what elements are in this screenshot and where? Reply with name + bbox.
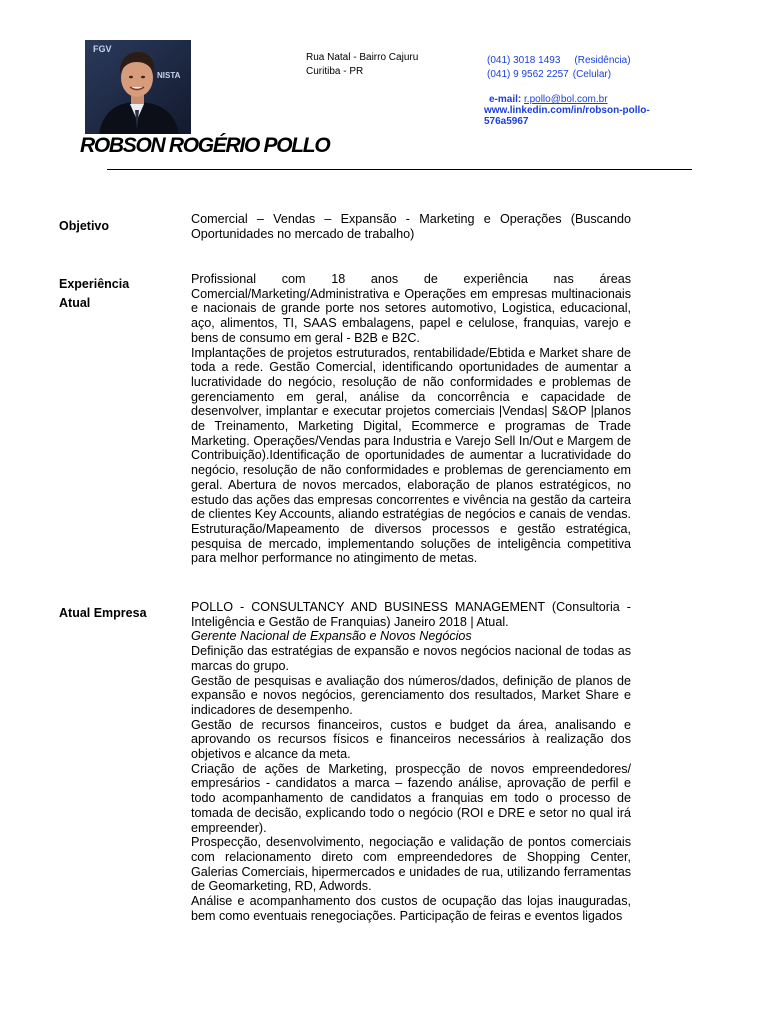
- email-link[interactable]: r.pollo@bol.com.br: [524, 94, 608, 105]
- photo-text-top: FGV: [93, 44, 112, 54]
- email-line: [484, 94, 650, 105]
- address-line-city: Curitiba - PR: [306, 66, 364, 77]
- candidate-name: ROBSON ROGÉRIO POLLO: [80, 134, 330, 157]
- company-paragraph-3: Gestão de recursos financeiros, custos e budget da área, analisando e aprovando os recursos físicos e financeiros necessários à realização dos objetivos e alcance da meta.: [191, 717, 631, 762]
- address-block: [306, 51, 418, 79]
- phone-mobile: [487, 68, 631, 82]
- company-heading: POLLO - CONSULTANCY AND BUSINESS MANAGEMENT (Consultoria - Inteligência e Gestão de Franquias) Janeiro 2018 | Atual.: [191, 600, 631, 629]
- company-paragraph-4: Criação de ações de Marketing, prospecção de novos empreendedores/ empresários - candidatos a marca – fazendo análise, aprovação de perfil e todo acompanhamento de candidatos a franquias em todo o processo de tomada de decisão, explicando todo o negócio (ROI e DRE e setor no qual irá empreender).: [191, 761, 631, 835]
- company-paragraph-2: Gestão de pesquisas e avaliação dos números/dados, definição de planos de expansão e novos negócios, gerenciamento dos resultados, Market Share e indicadores de desempenho.: [191, 673, 631, 717]
- phone-residence-type: (Residência): [574, 55, 631, 66]
- header-divider: [107, 169, 692, 170]
- company-content: [191, 600, 631, 923]
- company-paragraph-6: Análise e acompanhamento dos custos de ocupação das lojas inauguradas, bem como eventuais renegociações. Participação de feiras e eventos ligados: [191, 894, 631, 923]
- experience-label-line-2: Atual: [59, 296, 91, 310]
- phone-residence: [487, 54, 631, 68]
- experience-content: [191, 272, 631, 566]
- company-label: Atual Empresa: [59, 606, 147, 620]
- address-line-street: Rua Natal - Bairro Cajuru: [306, 52, 419, 63]
- experience-paragraph-2: Implantações de projetos estruturados, rentabilidade/Ebtida e Market share de toda a rede. Gestão Comercial, identificando oportunidades de aumentar a lucratividade do negócio, resolução de não conformidades e problemas de gerenciamento em geral, análise da concorrência e capacidade de desenvolver, implantar e executar projetos comerciais |Vendas| S&OP |planos de Treinamento, Marketing Digital, Ecommerce e programas de Trade Marketing. Operações/Vendas para Industria e Varejo Sell In/Out e Margem de Contribuição).Identificação de oportunidades de aumentar a lucratividade do negócio, resolução de não conformidades e problemas de gerenciamento em geral. Abertura de novos mercados, elaboração de planos estratégicos, no estudo das ações das empresas concorrentes e vivência na gestão da carteira de clientes Key Accounts, aliando estratégias de negócios e canais de vendas. Estruturação/Mapeamento de diversos processos e gestão estratégica, pesquisa de mercado, implementando soluções de inteligência competitiva para melhor performance no atingimento de metas.: [191, 345, 631, 566]
- objective-label: Objetivo: [59, 219, 110, 233]
- phone-mobile-type: (Celular): [572, 69, 612, 80]
- profile-photo: [85, 40, 191, 134]
- photo-text-right: NISTA: [157, 71, 181, 80]
- linkedin-line-2[interactable]: 576a5967: [484, 116, 529, 127]
- company-role: Gerente Nacional de Expansão e Novos Negócios: [191, 629, 472, 644]
- company-paragraph-5: Prospecção, desenvolvimento, negociação e validação de pontos comerciais com relacionamento direto com empreendedores de Shopping Center, Galerias Comerciais, hipermercados e unidades de rua, utilizando ferramentas de Geomarketing, RD, Adwords.: [191, 835, 631, 894]
- objective-paragraph: Comercial – Vendas – Expansão - Marketing e Operações (Buscando Oportunidades no mercado de trabalho): [191, 212, 631, 241]
- phone-mobile-number: (041) 9 9562 2257: [487, 69, 569, 80]
- contact-block: [484, 94, 650, 127]
- linkedin-line-1[interactable]: www.linkedin.com/in/robson-pollo-: [484, 105, 650, 116]
- experience-label-line-1: Experiência: [59, 277, 130, 291]
- company-paragraph-1: Definição das estratégias de expansão e novos negócios nacional de todas as marcas do grupo.: [191, 644, 631, 673]
- experience-label: [59, 275, 179, 313]
- experience-paragraph-1: Profissional com 18 anos de experiência nas áreas Comercial/Marketing/Administrativa e Operações em empresas multinacionais e nacionais de grande porte nos setores automotivo, Logistica, educacional, aço, alimentos, TI, SAAS embalagens, papel e celulose, franquias, varejo e bens de consumo em geral - B2B e B2C.: [191, 272, 631, 345]
- phone-block: [487, 54, 631, 82]
- phone-residence-number: (041) 3018 1493: [487, 55, 561, 66]
- email-label: e-mail:: [489, 94, 522, 105]
- objective-content: [191, 212, 631, 241]
